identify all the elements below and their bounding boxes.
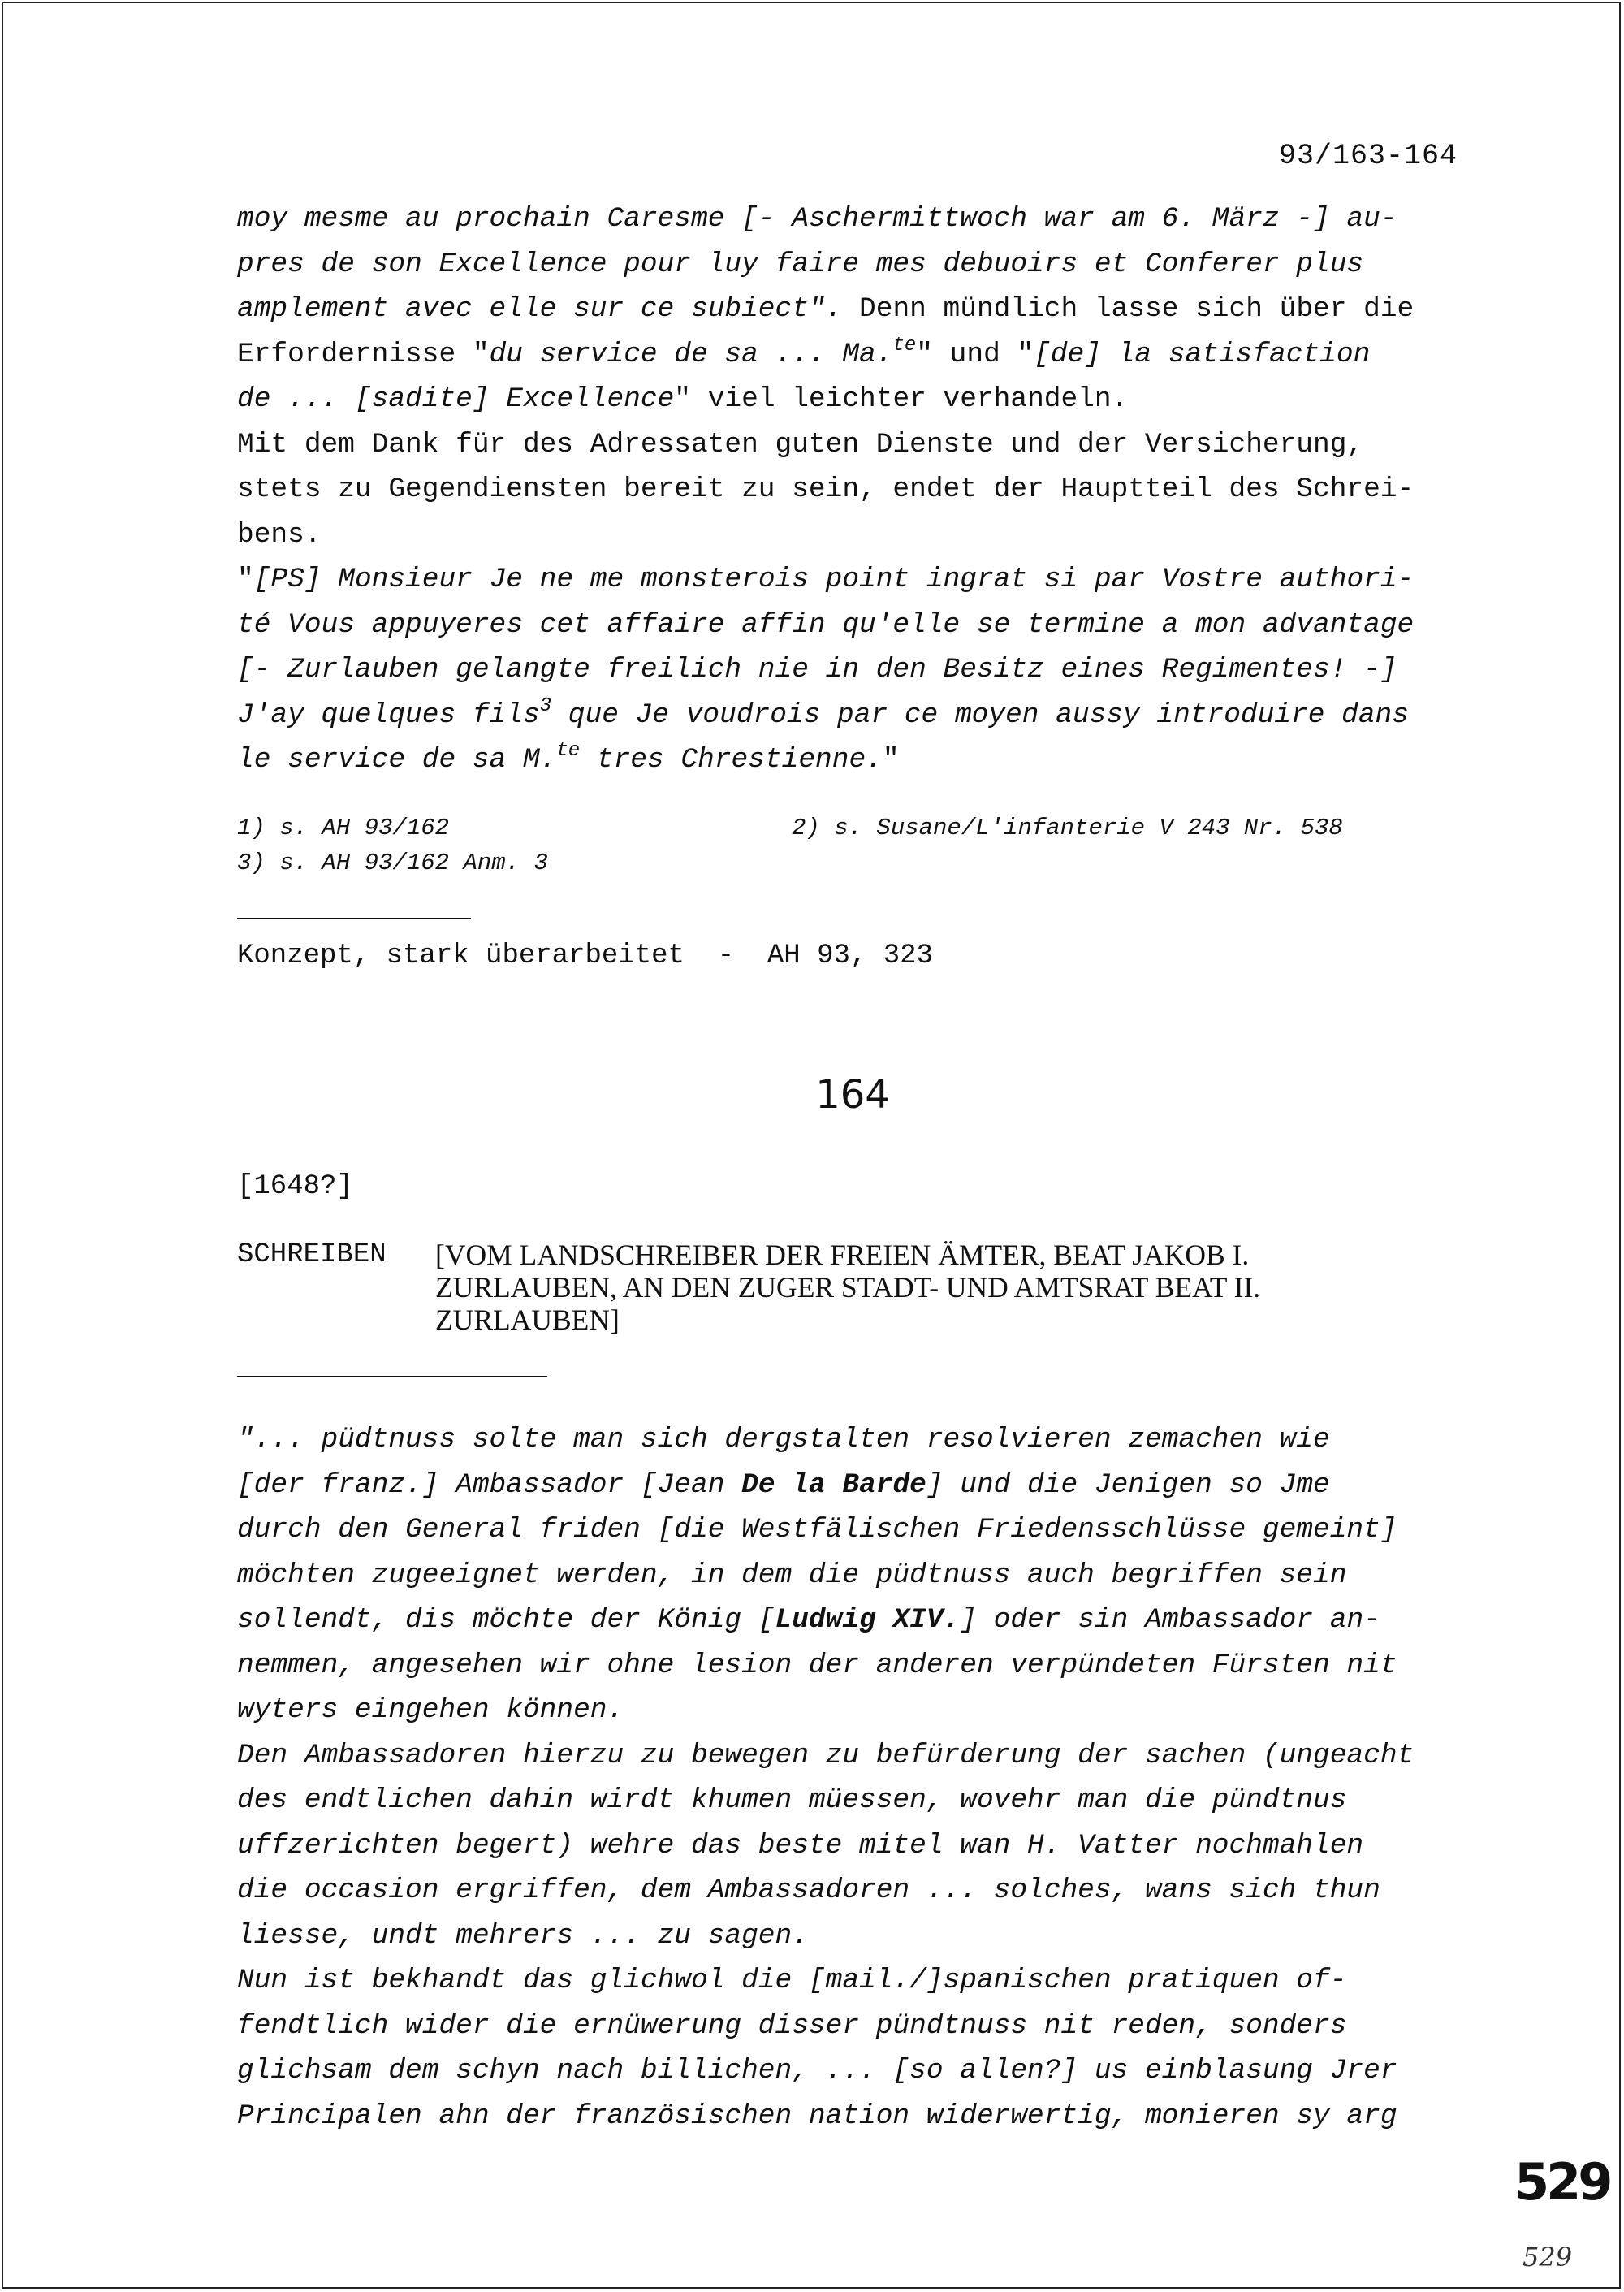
- line: [237, 377, 1479, 422]
- line: [237, 557, 1479, 603]
- page-reference: 93/163-164: [1279, 140, 1458, 172]
- line: [237, 1463, 1479, 1508]
- quote-fragment: tres Chrestienne.: [580, 744, 883, 776]
- document-title: [237, 1239, 1475, 1336]
- line: die occasion ergriffen, dem Ambassadoren ... solches, wans sich thun: [237, 1875, 1380, 1906]
- doc163-paragraph-1: [237, 197, 1479, 783]
- text-fragment: ] oder sin Ambassador an-: [960, 1604, 1380, 1636]
- superscript: te: [892, 334, 917, 357]
- superscript: te: [556, 740, 581, 762]
- separator-rule: [237, 918, 471, 919]
- title-spacer: [237, 1304, 435, 1336]
- line: fendtlich wider die ernüwerung disser pündtnuss nit reden, sonders: [237, 2009, 1347, 2042]
- quote-fragment: [PS] Monsieur Je ne me monsterois point ingrat si par Vostre authori-: [253, 564, 1415, 595]
- footnote-2: 2) s. Susane/L'infanterie V 243 Nr. 538: [792, 815, 1343, 841]
- line: Principalen ahn der französischen nation widerwertig, monieren sy arg: [237, 2100, 1397, 2132]
- text-fragment: Erfordernisse ": [237, 338, 490, 370]
- line: [237, 1598, 1479, 1643]
- text-fragment: ": [882, 744, 900, 776]
- line: des endtlichen dahin wirdt khumen müessen, wovehr man die pündtnus: [237, 1784, 1347, 1816]
- name-highlight: Ludwig XIV.: [775, 1604, 961, 1636]
- title-line: ZURLAUBEN, AN DEN ZUGER STADT- UND AMTSRAT BEAT II.: [435, 1271, 1261, 1304]
- line: uffzerichten begert) wehre das beste mitel wan H. Vatter nochmahlen: [237, 1829, 1364, 1862]
- line: moy mesme au prochain Caresme [- Aschermittwoch war am 6. März -] au-: [237, 203, 1397, 235]
- doc164-body: [237, 1417, 1479, 2138]
- text-fragment: ": [237, 564, 254, 595]
- text-fragment: sollendt, dis möchte der König [: [237, 1604, 775, 1636]
- text-fragment: Denn mündlich lasse sich über die: [859, 293, 1415, 325]
- document-number: 164: [815, 1072, 890, 1118]
- text-fragment: [der franz.] Ambassador [Jean: [237, 1468, 742, 1501]
- quote-fragment: amplement avec elle sur ce subiect".: [237, 293, 860, 325]
- line: stets zu Gegendiensten bereit zu sein, endet der Hauptteil des Schrei-: [237, 474, 1415, 505]
- document-type-label: SCHREIBEN: [237, 1239, 387, 1270]
- title-spacer: [237, 1271, 435, 1304]
- superscript: 3: [539, 694, 552, 717]
- line: wyters eingehen können.: [237, 1694, 624, 1726]
- quote-fragment: J'ay quelques fils: [237, 698, 540, 731]
- line: nemmen, angesehen wir ohne lesion der anderen verpündeten Fürsten nit: [237, 1649, 1397, 1681]
- folio-handwritten: 529: [1522, 2242, 1573, 2273]
- line: [237, 693, 1479, 738]
- title-line: ZURLAUBEN]: [435, 1304, 620, 1336]
- line: Den Ambassadoren hierzu zu bewegen zu befürderung der sachen (ungeacht: [237, 1739, 1415, 1771]
- line: [237, 332, 1479, 378]
- line: "... püdtnuss solte man sich dergstalten resolvieren zemachen wie: [237, 1424, 1330, 1455]
- separator-rule: [237, 1376, 547, 1377]
- line: möchten zugeeignet werden, in dem die püdtnuss auch begriffen sein: [237, 1559, 1347, 1591]
- quote-fragment: le service de sa M.: [237, 744, 557, 776]
- line: té Vous appuyeres cet affaire affin qu'elle se termine a mon advantage: [237, 608, 1415, 641]
- text-fragment: " und ": [916, 338, 1034, 370]
- name-highlight: De la Barde: [741, 1468, 926, 1501]
- text-fragment: " viel leichter verhandeln.: [674, 383, 1129, 415]
- line: [237, 737, 1479, 783]
- source-note: Konzept, stark überarbeitet - AH 93, 323: [237, 941, 933, 971]
- document-date: [1648?]: [237, 1171, 353, 1202]
- line: [237, 287, 1479, 332]
- quote-fragment: que Je voudrois par ce moyen aussy introduire dans: [551, 698, 1409, 731]
- line: Nun ist bekhandt das glichwol die [mail./]spanischen pratiquen of-: [237, 1965, 1347, 1996]
- quote-fragment: [de] la satisfaction: [1034, 338, 1371, 370]
- line: [- Zurlauben gelangte freilich nie in den Besitz eines Regimentes! -]: [237, 654, 1397, 685]
- line: Mit dem Dank für des Adressaten guten Dienste und der Versicherung,: [237, 428, 1364, 461]
- text-fragment: ] und die Jenigen so Jme: [926, 1468, 1330, 1501]
- footnote-1: 1) s. AH 93/162: [237, 815, 450, 841]
- line: liesse, undt mehrers ... zu sagen.: [237, 1919, 809, 1952]
- line: glichsam dem schyn nach billichen, ... [so allen?] us einblasung Jrer: [237, 2055, 1397, 2087]
- quote-fragment: de ... [sadite] Excellence: [237, 383, 675, 415]
- quote-fragment: du service de sa ... Ma.: [489, 338, 893, 370]
- title-line: [VOM LANDSCHREIBER DER FREIEN ÄMTER, BEAT JAKOB I.: [435, 1239, 1250, 1271]
- line: pres de son Excellence pour luy faire mes debuoirs et Conferer plus: [237, 248, 1364, 280]
- footnote-3: 3) s. AH 93/162 Anm. 3: [237, 850, 548, 876]
- line: durch den General friden [die Westfälischen Friedensschlüsse gemeint]: [237, 1514, 1397, 1546]
- line: bens.: [237, 518, 322, 551]
- folio-stamp: 529: [1514, 2152, 1610, 2212]
